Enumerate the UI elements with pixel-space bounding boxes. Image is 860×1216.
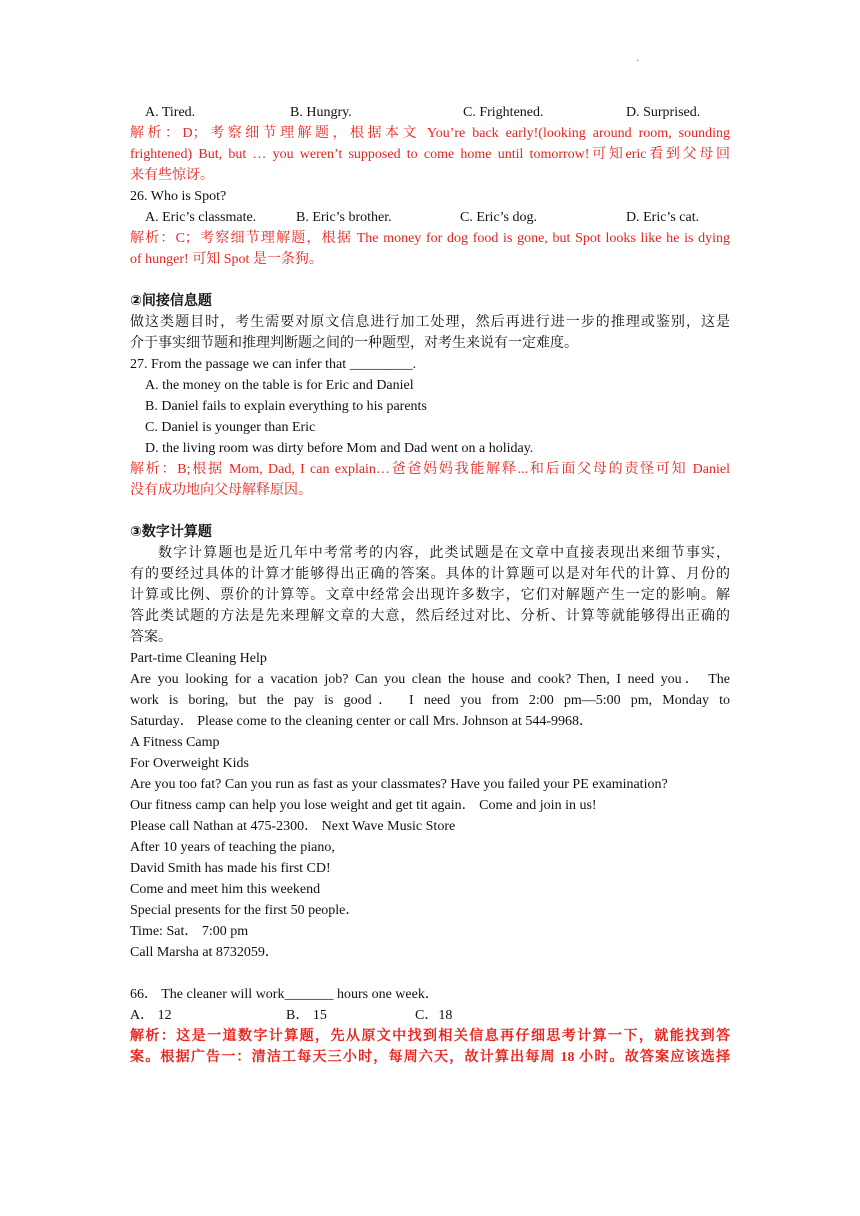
q27-option-d: D. the living room was dirty before Mom and Dad went on a holiday. xyxy=(145,441,534,456)
passage-line: Come and meet him this weekend xyxy=(130,882,321,897)
section-description-line: 介于事实细节题和推理判断题之间的一种题型，对考生来说有一定难度。 xyxy=(130,336,578,351)
q25-analysis-line: 解析：D；考察细节理解题，根据本文 You’re back early!(looking around room, sounding xyxy=(130,126,730,141)
passage-line: Our fitness camp can help you lose weight and get tit again． Come and join in us! xyxy=(130,798,597,813)
passage-line: Part-time Cleaning Help xyxy=(130,651,267,666)
option-c: C．18 xyxy=(415,1008,453,1023)
section-description-line: 数字计算题也是近几年中考常考的内容，此类试题是在文章中直接表现出来细节事实， xyxy=(158,546,730,561)
section-description-line: 计算或比例、票价的计算等。文章中经常会出现许多数字，它们对解题产生一定的影响。解 xyxy=(130,588,730,603)
q66-question: 66． The cleaner will work_______ hours one week． xyxy=(130,987,439,1002)
option-c: C. Eric’s dog. xyxy=(460,210,537,225)
passage-line: Special presents for the first 50 people． xyxy=(130,903,360,918)
document-body xyxy=(130,102,730,1068)
passage-line: A Fitness Camp xyxy=(130,735,220,750)
passage-line: After 10 years of teaching the piano, xyxy=(130,840,335,855)
q26-analysis-line: of hunger! 可知 Spot 是一条狗。 xyxy=(130,252,323,267)
option-c: C. Frightened. xyxy=(463,105,544,120)
q25-analysis-line: 来有些惊讶。 xyxy=(130,168,214,183)
q27-option-a: A. the money on the table is for Eric and Daniel xyxy=(145,378,414,393)
section-description-line: 做这类题目时，考生需要对原文信息进行加工处理，然后再进行进一步的推理或鉴别，这是 xyxy=(130,315,730,330)
option-d: D. Eric’s cat. xyxy=(626,210,700,225)
section-heading: ②间接信息题 xyxy=(130,293,212,309)
passage-line: Saturday． Please come to the cleaning center or call Mrs. Johnson at 544-9968． xyxy=(130,714,594,729)
option-b: B. Hungry. xyxy=(290,105,352,120)
q27-option-b: B. Daniel fails to explain everything to his parents xyxy=(145,399,427,414)
passage-line: For Overweight Kids xyxy=(130,756,249,771)
q26-analysis-line: 解析：C；考察细节理解题，根据 The money for dog food is gone, but Spot looks like he is dying xyxy=(130,231,730,246)
option-a: A． 12 xyxy=(130,1008,172,1023)
q66-analysis-line: 案。根据广告一：清洁工每天三小时，每周六天，故计算出每周 18 小时。故答案应该选择 xyxy=(130,1050,730,1065)
q27-question: 27. From the passage we can infer that _________. xyxy=(130,357,417,372)
section-description-line: 答此类试题的方法是先来理解文章的大意，然后经过对比、分析、计算等就能够得出正确的 xyxy=(130,609,730,624)
q27-analysis-line: 没有成功地向父母解释原因。 xyxy=(130,483,312,498)
passage-line: Are you looking for a vacation job? Can you clean the house and cook? Then, I need you． The xyxy=(130,672,730,687)
option-b: B. Eric’s brother. xyxy=(296,210,392,225)
passage-line: Time: Sat． 7:00 pm xyxy=(130,924,249,939)
passage-line: Please call Nathan at 475-2300． Next Wave Music Store xyxy=(130,819,456,834)
passage-line: David Smith has made his first CD! xyxy=(130,861,331,876)
page-mark: · xyxy=(636,56,640,67)
q27-option-c: C. Daniel is younger than Eric xyxy=(145,420,316,435)
q25-options xyxy=(130,102,730,123)
section-heading: ③数字计算题 xyxy=(130,524,212,540)
q66-options xyxy=(130,1005,730,1026)
q25-analysis-line: frightened) But, but … you weren’t supposed to come home until tomorrow!可知eric看到父母回 xyxy=(130,147,730,162)
option-a: A. Eric’s classmate. xyxy=(145,210,257,225)
option-b: B． 15 xyxy=(286,1008,327,1023)
q26-options xyxy=(130,207,730,228)
passage-line: Call Marsha at 8732059． xyxy=(130,945,279,960)
q66-analysis-line: 解析：这是一道数字计算题，先从原文中找到相关信息再仔细思考计算一下，就能找到答 xyxy=(130,1029,730,1044)
option-a: A. Tired. xyxy=(145,105,196,120)
option-d: D. Surprised. xyxy=(626,105,701,120)
q26-question: 26. Who is Spot? xyxy=(130,189,227,204)
section-description-line: 有的要经过具体的计算才能够得出正确的答案。具体的计算题可以是对年代的计算、月份的 xyxy=(130,567,730,582)
passage-line: Are you too fat? Can you run as fast as your classmates? Have you failed your PE examination? xyxy=(130,777,668,792)
q27-analysis-line: 解析：B;根据 Mom, Dad, I can explain…爸爸妈妈我能解释...和后面父母的责怪可知 Daniel xyxy=(130,462,730,477)
passage-line: work is boring, but the pay is good． I need you from 2:00 pm—5:00 pm, Monday to xyxy=(130,693,730,708)
section-description-line: 答案。 xyxy=(130,630,172,645)
